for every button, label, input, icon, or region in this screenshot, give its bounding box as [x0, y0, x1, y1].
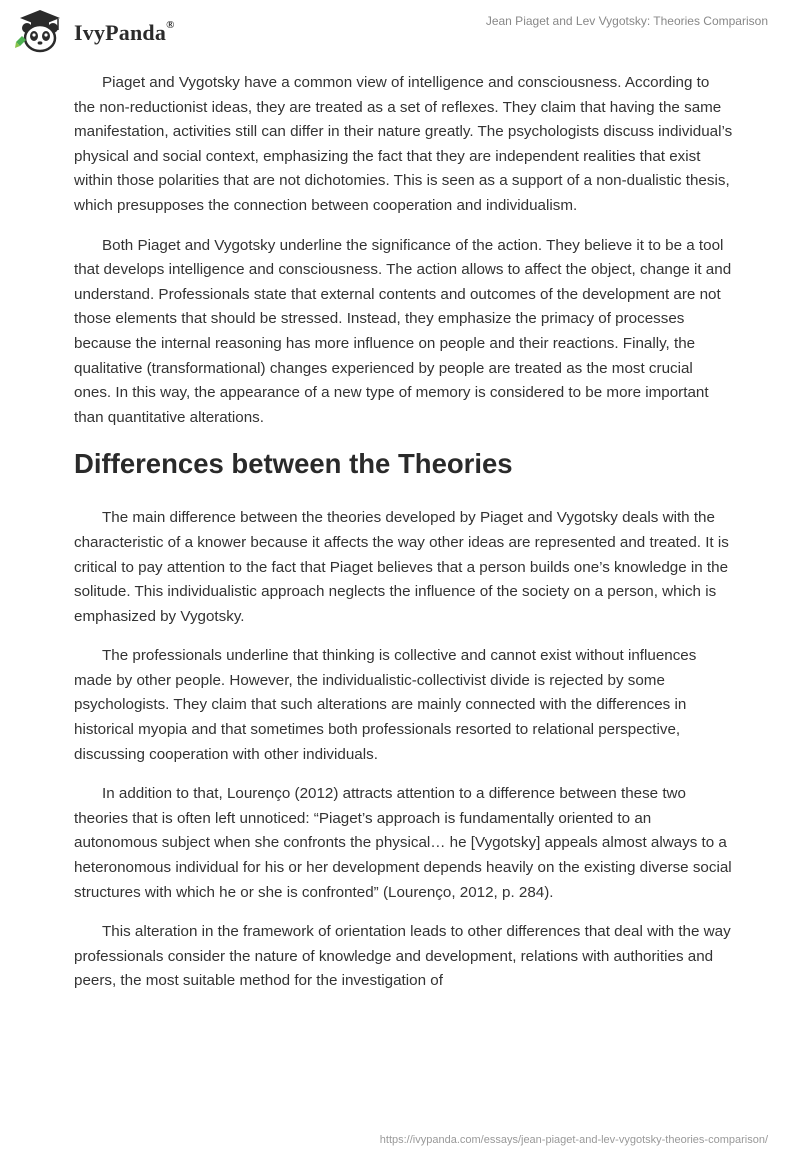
paragraph: The professionals underline that thinking is collective and cannot exist without influences made by other people. However, the individualistic-collectivist divide is rejected by some psychologists. They claim that such alterations are mainly connected with the differences in historical myopia and that sometimes both professionals resorted to relational perspective, discussing cooperation with other individuals. — [74, 647, 697, 763]
brand-name: IvyPanda® — [74, 19, 175, 45]
paragraph: Piaget and Vygotsky have a common view of intelligence and consciousness. According to the non-reductionist ideas, they are treated as a set of reflexes. They claim that having the same manifestation, activities still can differ in their nature greatly. The psychologists discuss individual’s physical and social context, emphasizing the fact that they are independent realities that exist within those polarities that are not dichotomies. This is seen as a support of a non-dualistic thesis, which presupposes the connection between cooperation and individualism. — [74, 74, 733, 214]
paragraph: The main difference between the theories developed by Piaget and Vygotsky deals with the characteristic of a knower because it affects the way other ideas are represented and treated. It is critical to pay attention to the fact that Piaget believes that a person builds one’s knowledge in the solitude. This individualistic approach neglects the influence of the society on a person, which is emphasized by Vygotsky. — [74, 509, 729, 625]
panda-graduate-icon — [14, 8, 66, 54]
paragraph: Both Piaget and Vygotsky underline the significance of the action. They believe it to be a tool that develops intelligence and consciousness. The action allows to affect the object, change it and understand. Professionals state that external contents and outcomes of the development are not those elements that should be stressed. Instead, they emphasize the primacy of processes because the internal reasoning has more influence on people and their reactions. Finally, the qualitative (transformational) changes experienced by people are treated as the most crucial ones. In this way, the appearance of a new type of memory is considered to be more important than quantitative alterations. — [74, 236, 732, 426]
document-title: Jean Piaget and Lev Vygotsky: Theories Comparison — [485, 14, 768, 28]
paragraph: This alteration in the framework of orientation leads to other differences that deal with the way professionals consider the nature of knowledge and development, relations with authorities and peers, the most suitable method for the investigation of — [74, 923, 731, 990]
section-heading: Differences between the Theories — [74, 448, 513, 480]
essay-body — [74, 71, 734, 1009]
source-url[interactable]: https://ivypanda.com/essays/jean-piaget-and-lev-vygotsky-theories-comparison/ — [379, 1134, 768, 1146]
page-header — [0, 0, 800, 60]
brand-logo[interactable] — [14, 8, 175, 54]
paragraph: In addition to that, Lourenço (2012) attracts attention to a difference between these two theories that is often left unnoticed: “Piaget’s approach is fundamentally oriented to an autonomous subject when she confronts the physical… he [Vygotsky] appeals almost always to a heteronomous individual for his or her development depends heavily on the existing diverse social structures with which he or she is confronted” (Lourenço, 2012, p. 284). — [74, 785, 732, 901]
